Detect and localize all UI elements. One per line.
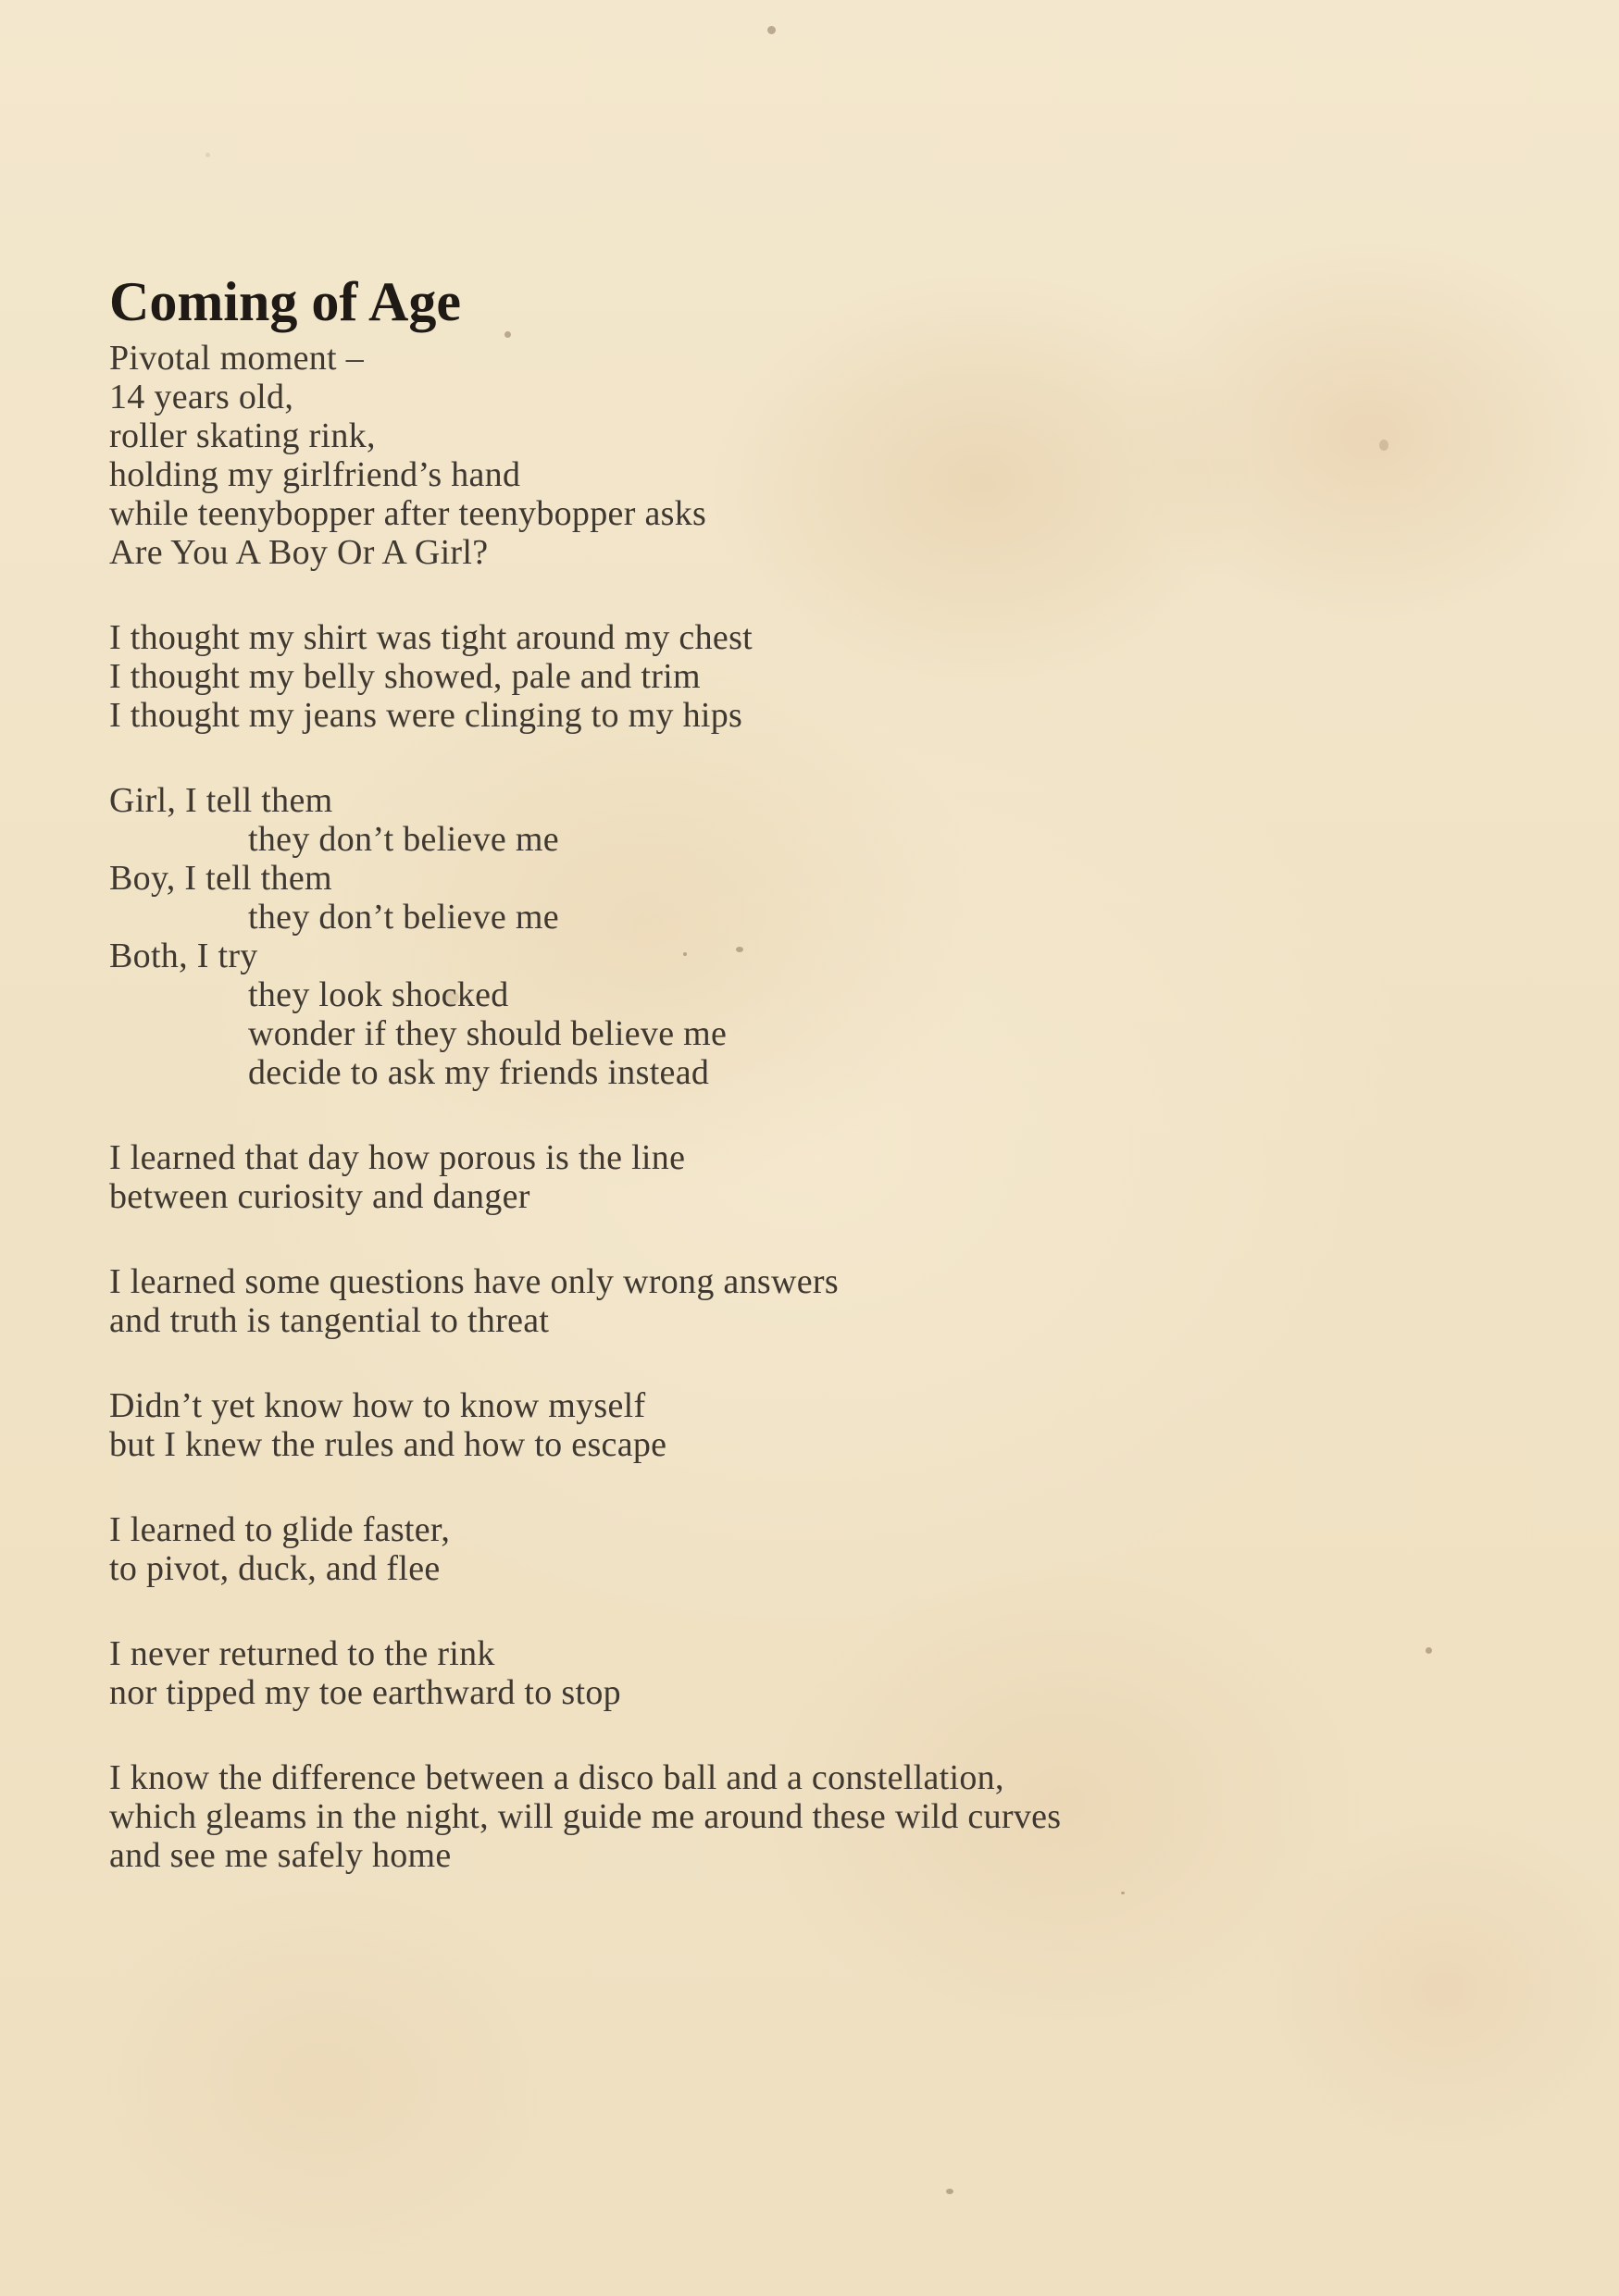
poem-line: roller skating rink, [109,416,376,455]
paper-speck [205,153,210,157]
stanza [109,1386,1313,1464]
poem-line: Girl, I tell them [109,781,333,820]
poem-line: I thought my jeans were clinging to my hips [109,696,743,735]
stanza [109,618,1313,735]
poem-line: I thought my belly showed, pale and trim [109,657,701,696]
poem-line: which gleams in the night, will guide me around these wild curves [109,1797,1062,1836]
poem-line: Are You A Boy Or A Girl? [109,533,489,572]
poem-line: I know the difference between a disco ball and a constellation, [109,1758,1004,1797]
poem-line: Boy, I tell them [109,859,332,898]
stanza [109,1634,1313,1712]
poem-title: Coming of Age [109,271,461,332]
poem-line: and truth is tangential to threat [109,1301,550,1340]
poem-line: 14 years old, [109,378,294,416]
poem-line-indented: decide to ask my friends instead [248,1053,710,1092]
poem-line: holding my girlfriend’s hand [109,455,521,494]
poem-line-indented: wonder if they should believe me [248,1014,728,1053]
poem-line-indented: they look shocked [248,975,509,1014]
stanza [109,339,1313,572]
poem-line: nor tipped my toe earthward to stop [109,1673,621,1712]
paper-speck [767,26,776,34]
stanza [109,1138,1313,1216]
paper-speck [1121,1892,1125,1894]
poem-page [109,265,1313,1875]
paper-speck [1379,440,1389,451]
poem-line: I learned that day how porous is the line [109,1138,686,1177]
poem-line: I thought my shirt was tight around my chest [109,618,753,657]
paper-speck [1426,1647,1432,1654]
stanza [109,1262,1313,1340]
stanza [109,1758,1313,1875]
poem-line: between curiosity and danger [109,1177,530,1216]
poem-line: to pivot, duck, and flee [109,1549,441,1588]
poem-line: and see me safely home [109,1836,452,1875]
paper-speck [946,2189,953,2194]
poem-line: I learned some questions have only wrong answers [109,1262,839,1301]
poem-line: Didn’t yet know how to know myself [109,1386,646,1425]
stanza [109,781,1313,1092]
poem-line: Pivotal moment – [109,339,365,378]
poem-line: but I knew the rules and how to escape [109,1425,667,1464]
poem-body [109,339,1313,1875]
poem-line-indented: they don’t believe me [248,820,559,859]
stanza [109,1510,1313,1588]
poem-line: Both, I try [109,937,258,975]
poem-line-indented: they don’t believe me [248,898,559,937]
poem-line: I learned to glide faster, [109,1510,451,1549]
poem-line: I never returned to the rink [109,1634,495,1673]
poem-line: while teenybopper after teenybopper asks [109,494,707,533]
